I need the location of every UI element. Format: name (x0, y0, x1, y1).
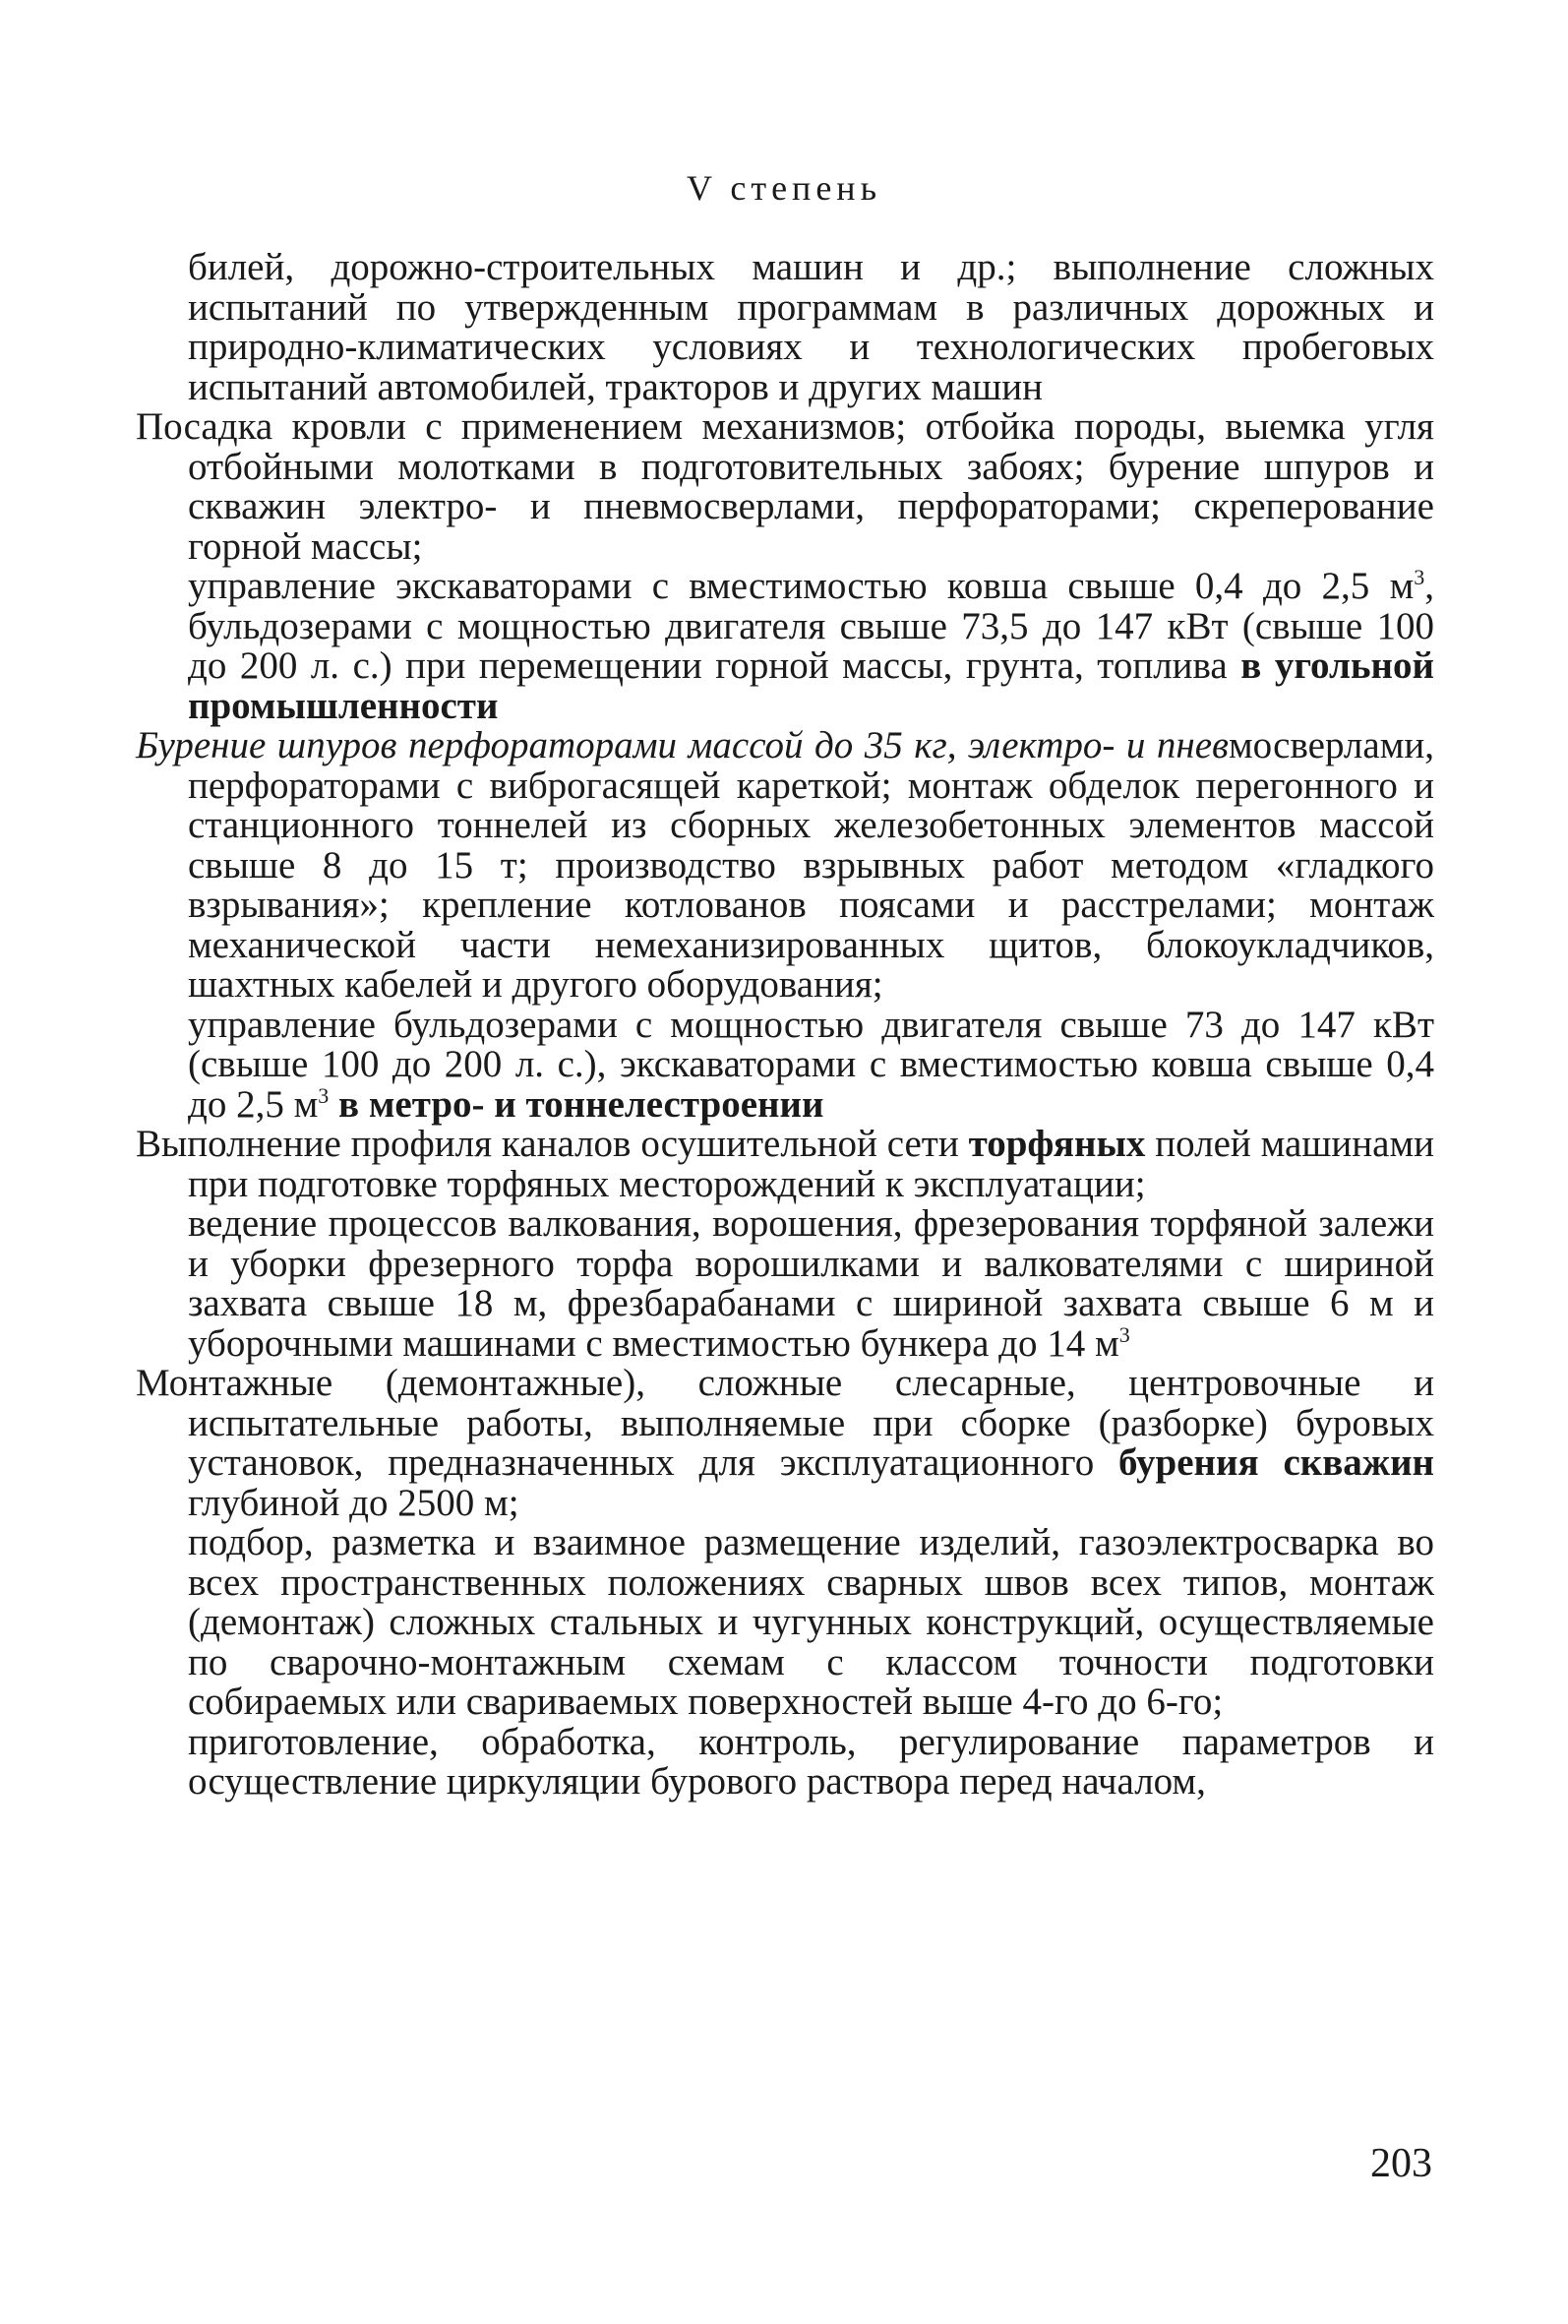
bold-industry-label: в угольной промышленности (188, 644, 1434, 727)
paragraph: управление экскаваторами с вместимостью ковша свыше 0,4 до 2,5 $м^3$, бульдозерами с мощностью двигателя свыше 73,5 до 147 кВт (свыше 100 до 200 л. с.) при перемещении горной массы, грунта, топлива в угольной промышленности (188, 565, 1434, 727)
page-number: 203 (1370, 2141, 1432, 2186)
paragraph: подбор, разметка и взаимное размещение изделий, газоэлектросварка во всех пространственных положениях сварных швов всех типов, монтаж (демонтаж) сложных стальных и чугунных конструкций, осуществляемые по сварочно-монтажным схемам с классом точности подготовки собираемых или свариваемых поверхностей выше 4-го до 6-го; (188, 1521, 1434, 1723)
bold-industry-label: бурения скважин (1118, 1441, 1435, 1484)
paragraph: Посадка кровли с применением механизмов; отбойка породы, выемка угля отбойными молотками в подготовительных забоях; бурение шпуров и скважин электро- и пневмосверлами, перфораторами; скреперование горной массы; (136, 405, 1434, 568)
paragraph: билей, дорожно-строительных машин и др.; выполнение сложных испытаний по утвержденным программам в различных дорожных и природно-климатических условиях и технологических пробеговых испытаний автомобилей, тракторов и других машин (188, 246, 1434, 408)
paragraph: ведение процессов валкования, ворошения, фрезерования торфяной залежи и уборки фрезерного торфа ворошилками и валкователями с шириной захвата свыше 18 м, фрезбарабанами с шириной захвата свыше 6 м и уборочными машинами с вместимостью бункера до 14 $м^3$ (188, 1202, 1434, 1365)
paragraph: приготовление, обработка, контроль, регулирование параметров и осуществление циркуляции бурового раствора перед началом, (188, 1720, 1434, 1803)
running-head: V степень (687, 168, 881, 208)
paragraph: Бурение шпуров перфораторами массой до 35 кг, электро- и пневмосверлами, перфораторами с виброгасящей кареткой; монтаж обделок перегонного и станционного тоннелей из сборных железобетонных элементов массой свыше 8 до 15 т; производство взрывных работ методом «гладкого взрывания»; крепление котлованов поясами и расстрелами; монтаж механической части немеханизированных щитов, блокоукладчиков, шахтных кабелей и другого оборудования; (136, 724, 1434, 1006)
body-text (136, 248, 1434, 1803)
paragraph: управление бульдозерами с мощностью двигателя свыше 73 до 147 кВт (свыше 100 до 200 л. с.), экскаваторами с вместимостью ковша свыше 0,4 до 2,5 $м^3$ в метро- и тоннелестроении (188, 1003, 1434, 1126)
bold-industry-label: в метро- и тоннелестроении (329, 1082, 824, 1126)
paragraph: Выполнение профиля каналов осушительной сети торфяных полей машинами при подготовке торфяных месторождений к эксплуатации; (136, 1123, 1435, 1205)
paragraph: Монтажные (демонтажные), сложные слесарные, центровочные и испытательные работы, выполняемые при сборке (разборке) буровых установок, предназначенных для эксплуатационного бурения скважин глубиной до 2500 м; (136, 1362, 1435, 1524)
bold-industry-label: торфяных (968, 1123, 1146, 1165)
